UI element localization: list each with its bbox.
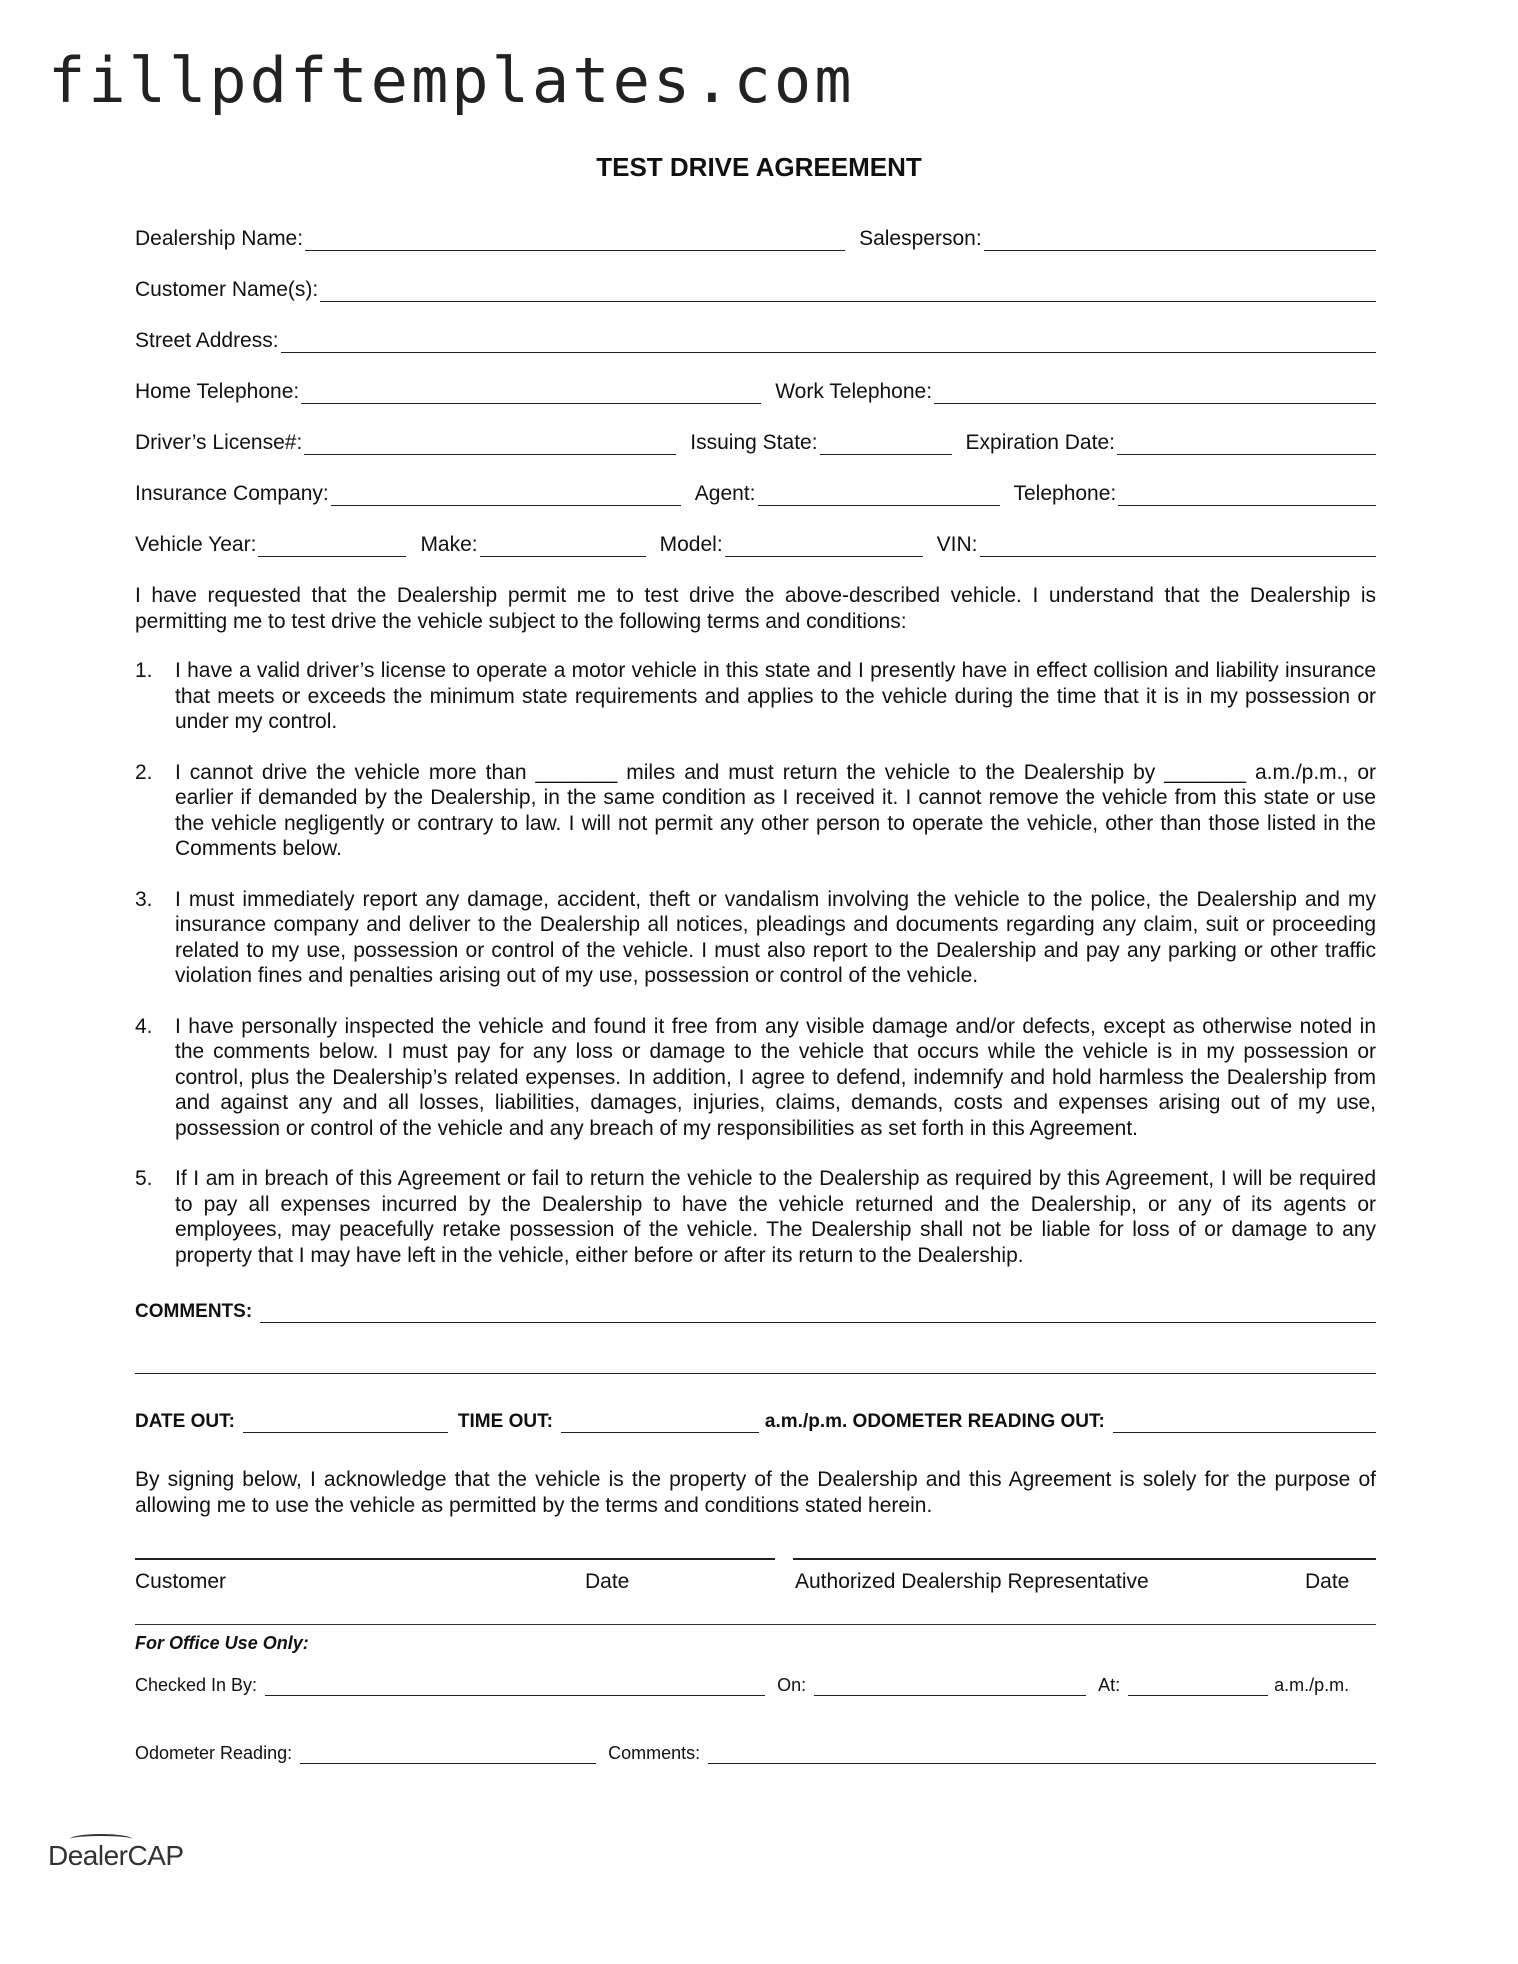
row-out [135,1374,1376,1433]
work-telephone-label: Work Telephone: [775,380,933,403]
customer-label: Customer [135,1570,227,1593]
issuing-state-label: Issuing State: [690,431,818,454]
comments-field[interactable] [260,1296,1376,1323]
odometer-out-label: a.m./p.m. ODOMETER READING OUT: [764,1411,1105,1432]
term-number: 4. [135,1014,153,1038]
agent-field[interactable] [758,479,1000,506]
row-odometer [135,1696,1376,1764]
ampm-label: a.m./p.m. [1274,1675,1350,1695]
vehicle-year-label: Vehicle Year: [135,533,257,556]
office-comments-label: Comments: [608,1743,701,1763]
office-section [135,1624,1376,1764]
row-customer [135,251,1376,302]
term-number: 2. [135,760,153,784]
customer-date-label: Date [585,1570,630,1593]
make-field[interactable] [480,530,646,557]
odometer-reading-field[interactable] [300,1737,596,1764]
telephone-field[interactable] [1118,479,1376,506]
term-number: 5. [135,1167,153,1190]
insurance-company-field[interactable] [331,479,681,506]
signature-row [135,1558,1376,1628]
make-label: Make: [420,533,478,556]
street-address-field[interactable] [281,326,1376,353]
row-address [135,302,1376,353]
row-checked-in [135,1654,1376,1696]
odometer-reading-label: Odometer Reading: [135,1743,293,1763]
representative-date-label: Date [1305,1570,1350,1593]
row-telephone [135,353,1376,404]
home-telephone-field[interactable] [301,377,761,404]
vin-label: VIN: [936,533,978,556]
logo-text: DealerCAP [48,1840,184,1871]
row-comments-2 [135,1323,1376,1374]
term-text: I have a valid driver’s license to operate a motor vehicle in this state and I presently have in effect collision and liability insurance that meets or exceeds the minimum state requirements and applies to the vehicle during the time that it is in my possession or under my control. [175,659,1376,733]
expiration-date-field[interactable] [1117,428,1376,455]
term-number: 1. [135,659,153,682]
street-address-label: Street Address: [135,329,279,352]
date-out-field[interactable] [243,1406,448,1433]
issuing-state-field[interactable] [820,428,952,455]
list-item [135,1014,1376,1142]
expiration-date-label: Expiration Date: [965,431,1115,454]
odometer-out-field[interactable] [1113,1406,1376,1433]
dealership-name-field[interactable] [305,224,845,251]
term-number: 3. [135,887,153,911]
drivers-license-label: Driver’s License#: [135,431,303,454]
on-field[interactable] [814,1669,1086,1696]
comments-label: COMMENTS: [135,1301,253,1322]
row-comments [135,1293,1376,1323]
salesperson-label: Salesperson: [859,227,982,250]
term-text: If I am in breach of this Agreement or fail to return the vehicle to the Dealership as required by this Agreement, I will be required to pay all expenses incurred by the Dealership to have the vehicle returned and the Dealership, or any of its agents or employees, may peacefully retake possession of the vehicle. The Dealership shall not be liable for loss of or damage to any property that I may have left in the vehicle, either before or after its return to the Dealership. [175,1167,1376,1267]
list-item [135,887,1376,989]
representative-label: Authorized Dealership Representative [795,1570,1149,1593]
drivers-license-field[interactable] [304,428,676,455]
time-out-label: TIME OUT: [457,1411,553,1432]
row-license [135,404,1376,455]
acknowledge-paragraph: By signing below, I acknowledge that the vehicle is the property of the Dealership and this Agreement is solely for the purpose of allowing me to use the vehicle as permitted by the terms and conditions stated herein. [135,1468,1376,1517]
representative-signature-line[interactable] [793,1558,1376,1560]
list-item [135,658,1376,735]
on-label: On: [777,1675,807,1695]
list-item [135,760,1376,862]
office-heading: For Office Use Only: [135,1633,309,1653]
page-title: TEST DRIVE AGREEMENT [596,152,922,182]
row-vehicle [135,506,1376,557]
dealership-name-label: Dealership Name: [135,227,304,250]
time-out-field[interactable] [561,1406,759,1433]
vehicle-year-field[interactable] [258,530,406,557]
vin-field[interactable] [980,530,1377,557]
customer-names-field[interactable] [320,275,1376,302]
agent-label: Agent: [694,482,756,505]
term-text: I cannot drive the vehicle more than _______ miles and must return the vehicle to the Dealership by _______ a.m./p.m., or earlier if demanded by the Dealership, in the same condition as I received it. I cannot remove the vehicle from this state or use the vehicle negligently or contrary to law. I will not permit any other person to operate the vehicle, other than those listed in the Comments below. [175,760,1376,860]
salesperson-field[interactable] [984,224,1376,251]
insurance-company-label: Insurance Company: [135,482,329,505]
checked-in-by-label: Checked In By: [135,1675,258,1695]
office-comments-field[interactable] [708,1737,1376,1764]
form-body [135,200,1376,1764]
at-field[interactable] [1128,1669,1268,1696]
comments-field-line-2[interactable] [135,1347,1376,1374]
home-telephone-label: Home Telephone: [135,380,300,403]
model-label: Model: [659,533,723,556]
dealercap-logo [48,1840,184,1872]
work-telephone-field[interactable] [934,377,1376,404]
checked-in-by-field[interactable] [265,1669,765,1696]
row-insurance [135,455,1376,506]
at-label: At: [1098,1675,1121,1695]
term-text: I have personally inspected the vehicle and found it free from any visible damage and/or defects, except as otherwise noted in the comments below. I must pay for any loss or damage to the vehicle that occurs while the vehicle is in my possession or control, plus the Dealership’s related expenses. In addition, I agree to defend, indemnify and hold harmless the Dealership from and against any and all losses, liabilities, damages, injuries, claims, demands, costs and expenses arising out of my use, possession or control of the vehicle and any breach of my responsibilities as set forth in this Agreement. [175,1014,1376,1140]
terms-list [135,658,1376,1268]
model-field[interactable] [725,530,923,557]
date-out-label: DATE OUT: [135,1411,235,1432]
logo-swoosh-icon [70,1834,132,1844]
customer-names-label: Customer Name(s): [135,278,319,301]
list-item [135,1166,1376,1268]
term-text: I must immediately report any damage, accident, theft or vandalism involving the vehicle to the police, the Dealership and my insurance company and deliver to the Dealership all notices, pleadings and documents regarding any claim, suit or proceeding related to my use, possession or control of the vehicle. I must also report to the Dealership and pay any parking or other traffic violation fines and penalties arising out of my use, possession or control of the vehicle. [175,887,1376,987]
watermark-text: fillpdftemplates.com [48,44,855,117]
customer-signature-line[interactable] [135,1558,775,1560]
intro-paragraph: I have requested that the Dealership permit me to test drive the above-described vehicle. I understand that the Dealership is permitting me to test drive the vehicle subject to the following terms and conditions: [135,584,1376,633]
telephone-label: Telephone: [1013,482,1117,505]
row-dealership [135,200,1376,251]
